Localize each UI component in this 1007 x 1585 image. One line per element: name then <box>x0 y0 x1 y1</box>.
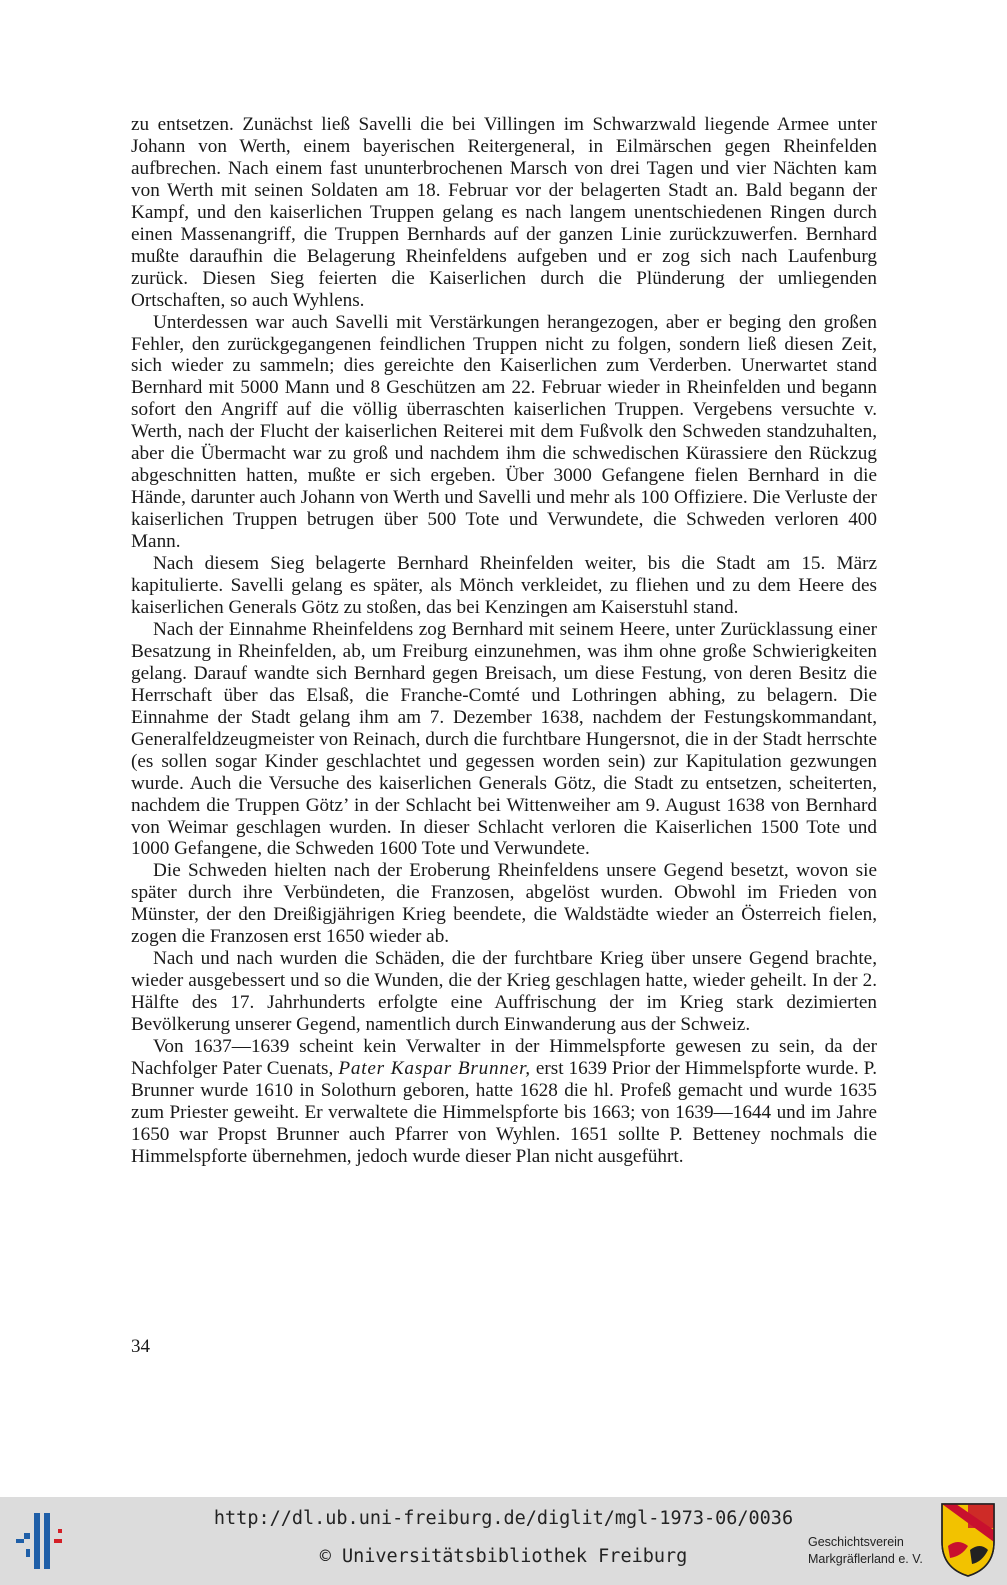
permalink-url[interactable]: http://dl.ub.uni-freiburg.de/diglit/mgl-1973-06/0036 <box>213 1508 794 1529</box>
society-name <box>808 1534 938 1568</box>
coat-of-arms-icon <box>940 1502 996 1578</box>
page-number: 34 <box>131 1336 150 1357</box>
footer-bar <box>0 1497 1007 1585</box>
paragraph-1: zu entsetzen. Zunächst ließ Savelli die bei Villingen im Schwarzwald liegende Armee unter Johann von Werth, einem bayerischen Reitergeneral, in Eilmärschen gegen Rheinfelden aufbrechen. Nach einem fast ununterbrochenen Marsch von drei Tagen und vier Nächten kam von Werth mit seinen Soldaten am 18. Februar vor der belagerten Stadt an. Bald begann der Kampf, und den kaiserlichen Truppen gelang es nach langem unentschiedenen Ringen durch einen Massenangriff, die Truppen Bernhards auf der ganzen Linie zurückzuwerfen. Bernhard mußte daraufhin die Belagerung Rheinfeldens aufgeben und er zog sich nach Laufenburg zurück. Diesen Sieg feierten die Kaiserlichen durch die Plünderung der umliegenden Ortschaften, so auch Wyhlens. <box>131 114 877 311</box>
paragraph-6: Nach und nach wurden die Schäden, die der furchtbare Krieg über unsere Gegend brachte, wieder ausgebessert und so die Wunden, die der Krieg geschlagen hatte, wieder geheilt. In der 2. Hälfte des 17. Jahrhunderts erfolgte eine Auffrischung der im Krieg stark dezimierten Bevölkerung unserer Gegend, namentlich durch Einwanderung aus der Schweiz. <box>131 948 877 1036</box>
society-name-line2: Markgräflerland e. V. <box>808 1552 923 1566</box>
name-kaspar-brunner: Pater Kaspar Brunner, <box>338 1057 531 1079</box>
society-name-line1: Geschichtsverein <box>808 1535 904 1549</box>
copyright-text: © Universitätsbibliothek Freiburg <box>319 1546 688 1567</box>
paragraph-4: Nach der Einnahme Rheinfeldens zog Bernhard mit seinem Heere, unter Zurücklassung einer Besatzung in Rheinfelden, ab, um Freiburg einzunehmen, was ihm ohne große Schwierigkeiten gelang. Darauf wandte sich Bernhard gegen Breisach, um diese Festung, von deren Besitz die Herrschaft über das Elsaß, die Franche-Comté und Lothringen abhing, zu belagern. Die Einnahme der Stadt gelang ihm am 7. Dezember 1638, nachdem der Festungskommandant, Generalfeldzeugmeister von Reinach, durch die furchtbare Hungersnot, die in der Stadt herrschte (es sollen sogar Kinder geschlachtet und gegessen worden sein) zur Kapitulation gezwungen wurde. Auch die Versuche des kaiserlichen Generals Götz, die Stadt zu entsetzen, scheiterten, nachdem die Truppen Götz’ in der Schlacht bei Wittenweiher am 9. August 1638 von Bernhard von Weimar geschlagen wurden. In dieser Schlacht verloren die Kaiserlichen 1500 Tote und 1000 Gefangene, die Schweden 1600 Tote und Verwundete. <box>131 618 877 860</box>
paragraph-7 <box>131 1036 877 1168</box>
paragraph-5: Die Schweden hielten nach der Eroberung Rheinfeldens unsere Gegend besetzt, wovon sie später durch ihre Verbündeten, die Franzosen, abgelöst wurden. Obwohl im Frieden von Münster, der den Dreißigjährigen Krieg beendete, die Waldstädte wieder an Österreich fielen, zogen die Franzosen erst 1650 wieder ab. <box>131 860 877 948</box>
paragraph-7-start: Von 1637—1639 scheint kein Verwalter in der Himmelspforte gewesen zu sein, da der Nachfolger Pater Cuenats, <box>131 1036 877 1079</box>
paragraph-3: Nach diesem Sieg belagerte Bernhard Rheinfelden weiter, bis die Stadt am 15. März kapitulierte. Savelli gelang es später, als Mönch verkleidet, zu fliehen und zu dem Heere des kaiserlichen Generals Götz zu stoßen, das bei Kenzingen am Kaiserstuhl stand. <box>131 553 877 618</box>
paragraph-7-end: erst 1639 Prior der Himmelspforte wurde. P. Brunner wurde 1610 in Solothurn geboren, hatte 1628 die hl. Profeß gemacht und wurde 1635 zum Priester geweiht. Er verwaltete die Himmelspforte bis 1663; von 1639—1644 und im Jahre 1650 war Propst Brunner auch Pfarrer von Wyhlen. 1651 sollte P. Betteney nochmals die Himmelspforte übernehmen, jedoch wurde dieser Plan nicht ausgeführt. <box>131 1057 877 1167</box>
body-text <box>131 114 877 1168</box>
paragraph-2: Unterdessen war auch Savelli mit Verstärkungen herangezogen, aber er beging den großen Fehler, den zurückgegangenen feindlichen Truppen nicht zu folgen, sondern ließ diesen Zeit, sich wieder zu sammeln; dies gereichte den Kaiserlichen zum Verderben. Unerwartet stand Bernhard mit 5000 Mann und 8 Geschützen am 22. Februar wieder in Rheinfelden und begann sofort den Angriff auf die völlig überraschten kaiserlichen Truppen. Vergebens versuchte v. Werth, nach der Flucht der kaiserlichen Reiterei mit dem Fußvolk den Schweden standzuhalten, aber die Übermacht war zu groß und nachdem ihm die schwedischen Kürassiere den Rückzug abgeschnitten hatten, mußte er sich ergeben. Über 3000 Gefangene fielen Bernhard in die Hände, darunter auch Johann von Werth und Savelli und mehr als 100 Offiziere. Die Verluste der kaiserlichen Truppen betrugen über 500 Tote und Verwundete, die Schweden verloren 400 Mann. <box>131 311 877 553</box>
